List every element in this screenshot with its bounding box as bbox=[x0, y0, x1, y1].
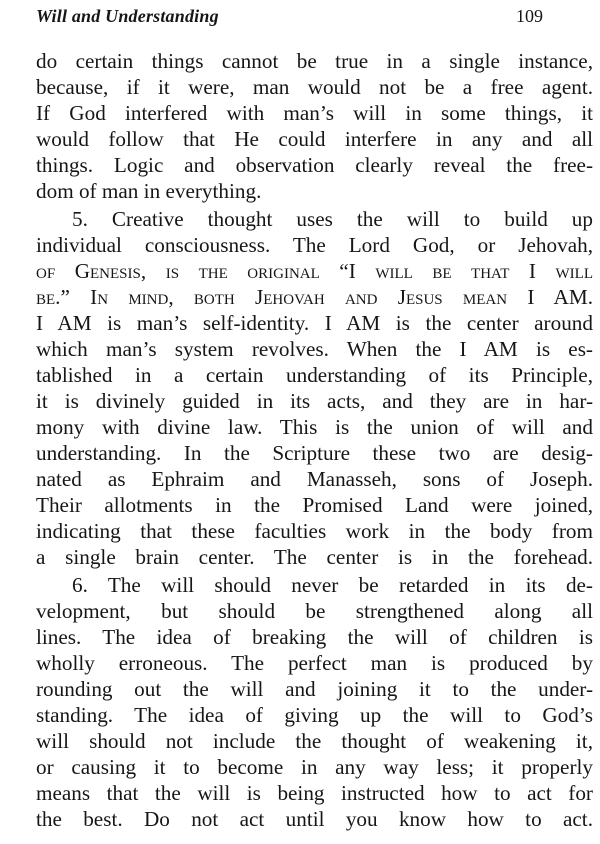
text-line: mony with divine law. This is the union of will and bbox=[36, 415, 593, 439]
text-line: lines. The idea of breaking the will of children is bbox=[36, 625, 593, 649]
text-line: or causing it to become in any way less; it properly bbox=[36, 755, 593, 779]
text-line: tablished in a certain understanding of its Principle, bbox=[36, 363, 593, 387]
text-line: would follow that He could interfere in any and all bbox=[36, 127, 593, 151]
text-line: will should not include the thought of weakening it, bbox=[36, 729, 593, 753]
text-line: rounding out the will and joining it to the under- bbox=[36, 677, 593, 701]
text-line: means that the will is being instructed how to act for bbox=[36, 781, 593, 805]
text-line: a single brain center. The center is in the forehead. bbox=[36, 545, 593, 569]
text-line: dom of man in everything. bbox=[36, 179, 262, 203]
text-line: which man’s system revolves. When the I AM is es- bbox=[36, 337, 593, 361]
text-line: things. Logic and observation clearly reveal the free- bbox=[36, 153, 593, 177]
text-line: the best. Do not act until you know how to act. bbox=[36, 807, 593, 831]
text-line: nated as Ephraim and Manasseh, sons of Joseph. bbox=[36, 467, 593, 491]
page-number: 109 bbox=[516, 6, 543, 26]
text-line-small-caps: be.” In mind, both Jehovah and Jesus mean I AM. bbox=[36, 285, 593, 309]
text-line: wholly erroneous. The perfect man is produced by bbox=[36, 651, 593, 675]
text-line: Their allotments in the Promised Land were joined, bbox=[36, 493, 593, 517]
text-line: I AM is man’s self-identity. I AM is the center around bbox=[36, 311, 593, 335]
text-line: indicating that these faculties work in the body from bbox=[36, 519, 593, 543]
text-line: understanding. In the Scripture these two are desig- bbox=[36, 441, 593, 465]
text-line: it is divinely guided in its acts, and they are in har- bbox=[36, 389, 593, 413]
paragraph-6-first-line: 6. The will should never be retarded in its de- bbox=[72, 573, 593, 597]
text-line: individual consciousness. The Lord God, or Jehovah, bbox=[36, 233, 593, 257]
text-line-small-caps: of Genesis, is the original “I will be that I will bbox=[36, 259, 593, 283]
text-line: velopment, but should be strengthened along all bbox=[36, 599, 593, 623]
text-line: If God interfered with man’s will in some things, it bbox=[36, 101, 593, 125]
paragraph-5-first-line: 5. Creative thought uses the will to build up bbox=[72, 207, 593, 231]
running-head: Will and Understanding bbox=[36, 6, 219, 26]
text-line: because, if it were, man would not be a free agent. bbox=[36, 75, 593, 99]
text-line: standing. The idea of giving up the will to God’s bbox=[36, 703, 593, 727]
text-line: do certain things cannot be true in a single instance, bbox=[36, 49, 593, 73]
